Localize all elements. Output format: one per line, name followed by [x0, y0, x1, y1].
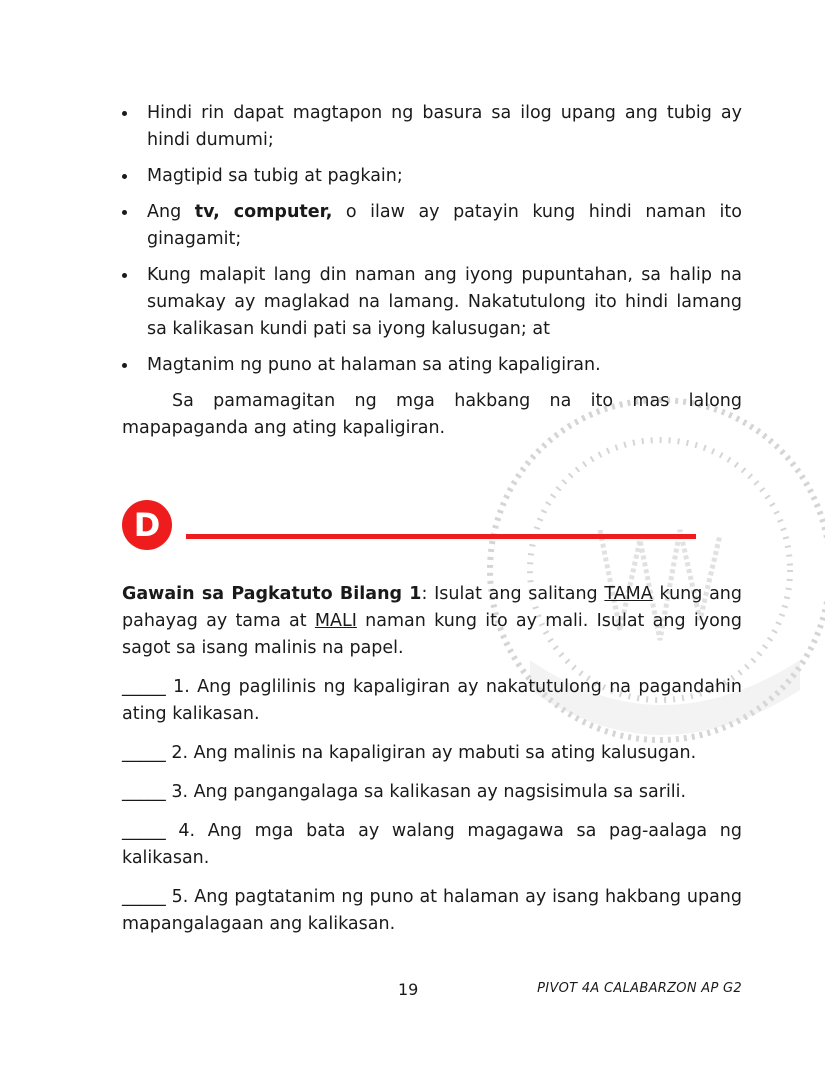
section-header — [122, 500, 702, 550]
section-divider — [186, 534, 696, 539]
activity-title: Gawain sa Pagkatuto Bilang 1 — [122, 584, 422, 604]
page-number: 19 — [398, 980, 419, 999]
question-item: _____ 3. Ang pangangalaga sa kalikasan ay nagsisimula sa sarili. — [122, 782, 687, 802]
bullet-icon — [122, 363, 127, 368]
closing-paragraph: Sa pamamagitan ng mga hakbang na ito mas lalong mapapaganda ang ating kapaligiran. — [122, 391, 742, 438]
list-item: Hindi rin dapat magtapon ng basura sa ilog upang ang tubig ay hindi dumumi; — [122, 100, 742, 154]
activity-section — [122, 581, 742, 950]
bold-term: tv, computer, — [194, 202, 333, 222]
word-tama: TAMA — [604, 584, 653, 604]
question-item: _____ 1. Ang paglilinis ng kapaligiran ay nakatutulong na pagandahin ating kalikasan. — [122, 677, 742, 724]
question-item: _____ 4. Ang mga bata ay walang magagawa sa pag-aalaga ng kalikasan. — [122, 821, 742, 868]
list-item: Magtipid sa tubig at pagkain; — [122, 163, 742, 190]
word-mali: MALI — [314, 611, 357, 631]
list-item: Magtanim ng puno at halaman sa ating kapaligiran. — [122, 352, 742, 379]
bullet-icon — [122, 210, 127, 215]
bullet-icon — [122, 273, 127, 278]
activity-instructions: Gawain sa Pagkatuto Bilang 1: Isulat ang salitang TAMA kung ang pahayag ay tama at MALI naman kung ito ay mali. Isulat ang iyong sagot sa isang malinis na papel. — [122, 584, 742, 658]
bullet-list — [122, 100, 742, 379]
bullet-icon — [122, 174, 127, 179]
instructions-content — [122, 100, 742, 442]
list-item: Ang tv, computer, o ilaw ay patayin kung hindi naman ito ginagamit; — [122, 199, 742, 253]
section-letter-badge: D — [122, 500, 172, 550]
question-item: _____ 5. Ang pagtatanim ng puno at halaman ay isang hakbang upang mapangalagaan ang kalikasan. — [122, 887, 742, 934]
footer-reference: PIVOT 4A CALABARZON AP G2 — [537, 981, 742, 996]
question-item: _____ 2. Ang malinis na kapaligiran ay mabuti sa ating kalusugan. — [122, 743, 697, 763]
bullet-icon — [122, 111, 127, 116]
list-item: Kung malapit lang din naman ang iyong pupuntahan, sa halip na sumakay ay maglakad na lamang. Nakatutulong ito hindi lamang sa kalikasan kundi pati sa iyong kalusugan; at — [122, 262, 742, 343]
